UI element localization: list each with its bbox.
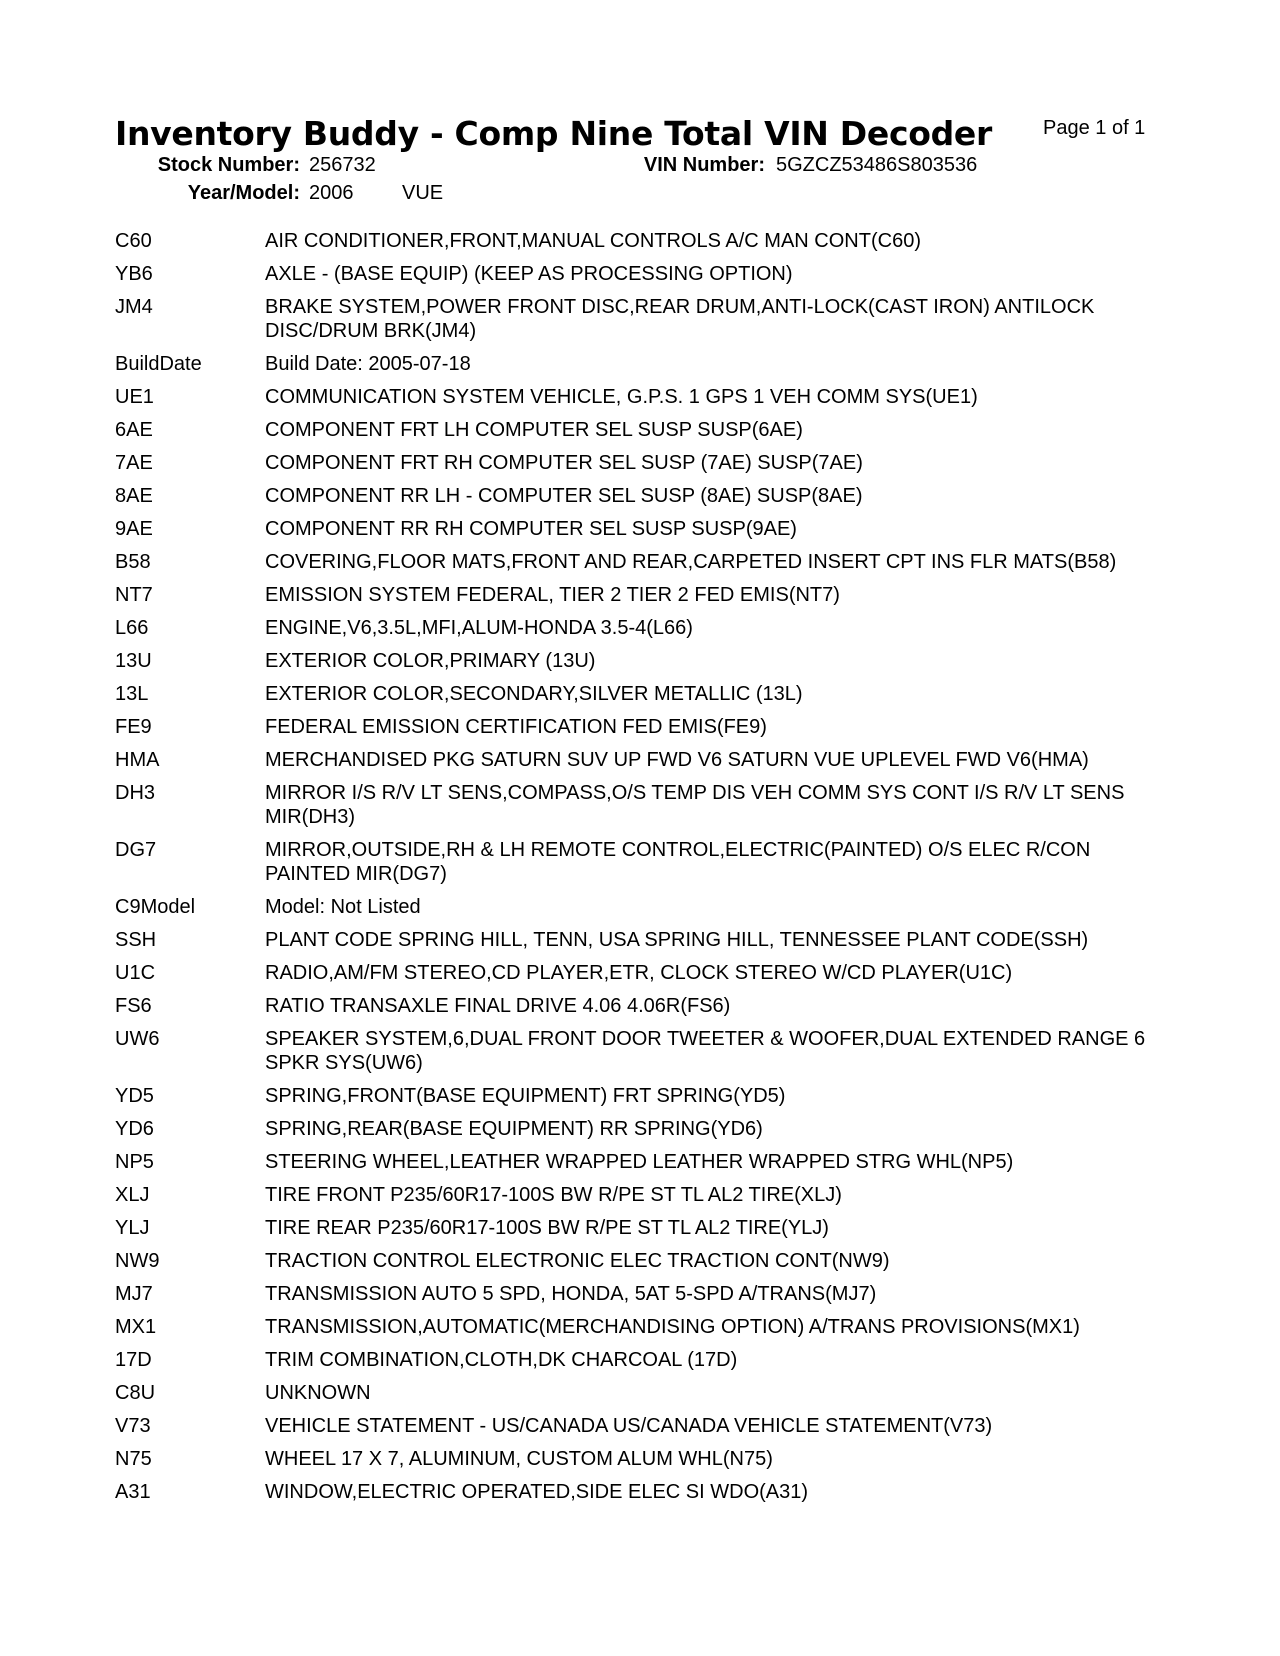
option-description: COMPONENT RR RH COMPUTER SEL SUSP SUSP(9AE) bbox=[265, 518, 797, 540]
option-code: B58 bbox=[115, 551, 151, 573]
option-row bbox=[115, 1183, 1175, 1216]
year-model-label: Year/Model: bbox=[187, 182, 300, 204]
option-code: NW9 bbox=[115, 1250, 160, 1272]
option-description: SPEAKER SYSTEM,6,DUAL FRONT DOOR TWEETER & WOOFER,DUAL EXTENDED RANGE 6 SPKR SYS(UW6) bbox=[265, 1028, 1146, 1074]
option-code: 17D bbox=[115, 1349, 152, 1371]
stock-number-label: Stock Number: bbox=[157, 154, 300, 176]
option-row bbox=[115, 1480, 1175, 1513]
option-description: PLANT CODE SPRING HILL, TENN, USA SPRING HILL, TENNESSEE PLANT CODE(SSH) bbox=[265, 929, 1089, 951]
option-description: COMPONENT RR LH - COMPUTER SEL SUSP (8AE) SUSP(8AE) bbox=[265, 485, 863, 507]
option-row bbox=[115, 1282, 1175, 1315]
option-description: TRANSMISSION AUTO 5 SPD, HONDA, 5AT 5-SPD A/TRANS(MJ7) bbox=[265, 1283, 877, 1305]
option-row bbox=[115, 1117, 1175, 1150]
option-description: COMPONENT FRT LH COMPUTER SEL SUSP SUSP(6AE) bbox=[265, 419, 803, 441]
option-code: HMA bbox=[115, 749, 160, 771]
option-row bbox=[115, 1447, 1175, 1480]
option-row bbox=[115, 583, 1175, 616]
option-code: UW6 bbox=[115, 1028, 160, 1050]
option-row bbox=[115, 451, 1175, 484]
page-number: Page 1 of 1 bbox=[1043, 117, 1146, 139]
option-description: COMPONENT FRT RH COMPUTER SEL SUSP (7AE) SUSP(7AE) bbox=[265, 452, 863, 474]
option-description: TIRE REAR P235/60R17-100S BW R/PE ST TL AL2 TIRE(YLJ) bbox=[265, 1217, 829, 1239]
option-code: BuildDate bbox=[115, 353, 202, 375]
option-description: SPRING,REAR(BASE EQUIPMENT) RR SPRING(YD6) bbox=[265, 1118, 763, 1140]
vin-number-label: VIN Number: bbox=[643, 154, 765, 176]
option-description: ENGINE,V6,3.5L,MFI,ALUM-HONDA 3.5-4(L66) bbox=[265, 617, 693, 639]
option-code: MJ7 bbox=[115, 1283, 153, 1305]
option-row bbox=[115, 838, 1175, 895]
option-row bbox=[115, 1084, 1175, 1117]
option-description: TIRE FRONT P235/60R17-100S BW R/PE ST TL AL2 TIRE(XLJ) bbox=[265, 1184, 842, 1206]
option-row bbox=[115, 1348, 1175, 1381]
option-code: L66 bbox=[115, 617, 149, 639]
option-code: 8AE bbox=[115, 485, 153, 507]
option-description: Build Date: 2005-07-18 bbox=[265, 353, 471, 375]
option-description: STEERING WHEEL,LEATHER WRAPPED LEATHER WRAPPED STRG WHL(NP5) bbox=[265, 1151, 1014, 1173]
option-code: 13U bbox=[115, 650, 152, 672]
option-description: MIRROR,OUTSIDE,RH & LH REMOTE CONTROL,ELECTRIC(PAINTED) O/S ELEC R/CON PAINTED MIR(DG7) bbox=[265, 839, 1091, 885]
option-row bbox=[115, 748, 1175, 781]
option-row bbox=[115, 781, 1175, 838]
option-code: YB6 bbox=[115, 263, 153, 285]
option-code: MX1 bbox=[115, 1316, 157, 1338]
option-code: FS6 bbox=[115, 995, 152, 1017]
option-row bbox=[115, 715, 1175, 748]
option-code-list bbox=[115, 229, 1175, 1513]
option-description: SPRING,FRONT(BASE EQUIPMENT) FRT SPRING(YD5) bbox=[265, 1085, 786, 1107]
option-code: 13L bbox=[115, 683, 149, 705]
option-description: MERCHANDISED PKG SATURN SUV UP FWD V6 SATURN VUE UPLEVEL FWD V6(HMA) bbox=[265, 749, 1089, 771]
option-row bbox=[115, 262, 1175, 295]
option-description: MIRROR I/S R/V LT SENS,COMPASS,O/S TEMP DIS VEH COMM SYS CONT I/S R/V LT SENS MIR(DH3) bbox=[265, 782, 1125, 828]
option-code: U1C bbox=[115, 962, 156, 984]
option-row bbox=[115, 1381, 1175, 1414]
option-row bbox=[115, 895, 1175, 928]
option-code: SSH bbox=[115, 929, 157, 951]
option-description: FEDERAL EMISSION CERTIFICATION FED EMIS(FE9) bbox=[265, 716, 767, 738]
option-code: V73 bbox=[115, 1415, 151, 1437]
option-description: UNKNOWN bbox=[265, 1382, 371, 1404]
option-code: FE9 bbox=[115, 716, 152, 738]
option-description: TRANSMISSION,AUTOMATIC(MERCHANDISING OPTION) A/TRANS PROVISIONS(MX1) bbox=[265, 1316, 1080, 1338]
option-row bbox=[115, 1216, 1175, 1249]
option-code: DH3 bbox=[115, 782, 156, 804]
year-value: 2006 bbox=[309, 182, 354, 204]
option-code: JM4 bbox=[115, 296, 153, 318]
option-description: EMISSION SYSTEM FEDERAL, TIER 2 TIER 2 FED EMIS(NT7) bbox=[265, 584, 840, 606]
option-code: 7AE bbox=[115, 452, 153, 474]
option-row bbox=[115, 928, 1175, 961]
option-code: A31 bbox=[115, 1481, 151, 1503]
option-code: C8U bbox=[115, 1382, 156, 1404]
option-description: Model: Not Listed bbox=[265, 896, 421, 918]
option-description: EXTERIOR COLOR,SECONDARY,SILVER METALLIC (13L) bbox=[265, 683, 803, 705]
option-row bbox=[115, 682, 1175, 715]
option-row bbox=[115, 385, 1175, 418]
option-row bbox=[115, 1150, 1175, 1183]
option-code: C9Model bbox=[115, 896, 196, 918]
option-row bbox=[115, 1027, 1175, 1084]
option-description: WHEEL 17 X 7, ALUMINUM, CUSTOM ALUM WHL(N75) bbox=[265, 1448, 773, 1470]
model-value: VUE bbox=[402, 182, 444, 204]
option-code: YD5 bbox=[115, 1085, 154, 1107]
option-code: 6AE bbox=[115, 419, 153, 441]
option-row bbox=[115, 352, 1175, 385]
option-row bbox=[115, 229, 1175, 262]
option-row bbox=[115, 1249, 1175, 1282]
option-description: COMMUNICATION SYSTEM VEHICLE, G.P.S. 1 GPS 1 VEH COMM SYS(UE1) bbox=[265, 386, 978, 408]
option-code: DG7 bbox=[115, 839, 157, 861]
vin-number-value: 5GZCZ53486S803536 bbox=[776, 154, 978, 176]
option-code: NP5 bbox=[115, 1151, 154, 1173]
stock-number-value: 256732 bbox=[309, 154, 376, 176]
option-row bbox=[115, 295, 1175, 352]
option-code: YD6 bbox=[115, 1118, 154, 1140]
option-row bbox=[115, 517, 1175, 550]
option-code: C60 bbox=[115, 230, 152, 252]
option-row bbox=[115, 649, 1175, 682]
option-row bbox=[115, 616, 1175, 649]
option-description: EXTERIOR COLOR,PRIMARY (13U) bbox=[265, 650, 596, 672]
option-row bbox=[115, 484, 1175, 517]
page-title: Inventory Buddy - Comp Nine Total VIN Decoder bbox=[115, 114, 992, 153]
option-description: VEHICLE STATEMENT - US/CANADA US/CANADA VEHICLE STATEMENT(V73) bbox=[265, 1415, 993, 1437]
option-row bbox=[115, 418, 1175, 451]
option-row bbox=[115, 1414, 1175, 1447]
option-description: TRACTION CONTROL ELECTRONIC ELEC TRACTION CONT(NW9) bbox=[265, 1250, 890, 1272]
option-code: UE1 bbox=[115, 386, 154, 408]
option-description: RATIO TRANSAXLE FINAL DRIVE 4.06 4.06R(FS6) bbox=[265, 995, 731, 1017]
option-row bbox=[115, 961, 1175, 994]
option-code: NT7 bbox=[115, 584, 153, 606]
option-row bbox=[115, 1315, 1175, 1348]
option-description: AXLE - (BASE EQUIP) (KEEP AS PROCESSING OPTION) bbox=[265, 263, 793, 285]
option-code: YLJ bbox=[115, 1217, 150, 1239]
option-description: TRIM COMBINATION,CLOTH,DK CHARCOAL (17D) bbox=[265, 1349, 738, 1371]
option-row bbox=[115, 550, 1175, 583]
option-description: BRAKE SYSTEM,POWER FRONT DISC,REAR DRUM,ANTI-LOCK(CAST IRON) ANTILOCK DISC/DRUM BRK(JM4) bbox=[265, 296, 1095, 342]
option-row bbox=[115, 994, 1175, 1027]
option-description: COVERING,FLOOR MATS,FRONT AND REAR,CARPETED INSERT CPT INS FLR MATS(B58) bbox=[265, 551, 1117, 573]
option-description: RADIO,AM/FM STEREO,CD PLAYER,ETR, CLOCK STEREO W/CD PLAYER(U1C) bbox=[265, 962, 1013, 984]
option-code: XLJ bbox=[115, 1184, 150, 1206]
option-description: AIR CONDITIONER,FRONT,MANUAL CONTROLS A/C MAN CONT(C60) bbox=[265, 230, 921, 252]
option-code: N75 bbox=[115, 1448, 152, 1470]
option-description: WINDOW,ELECTRIC OPERATED,SIDE ELEC SI WDO(A31) bbox=[265, 1481, 809, 1503]
option-code: 9AE bbox=[115, 518, 153, 540]
